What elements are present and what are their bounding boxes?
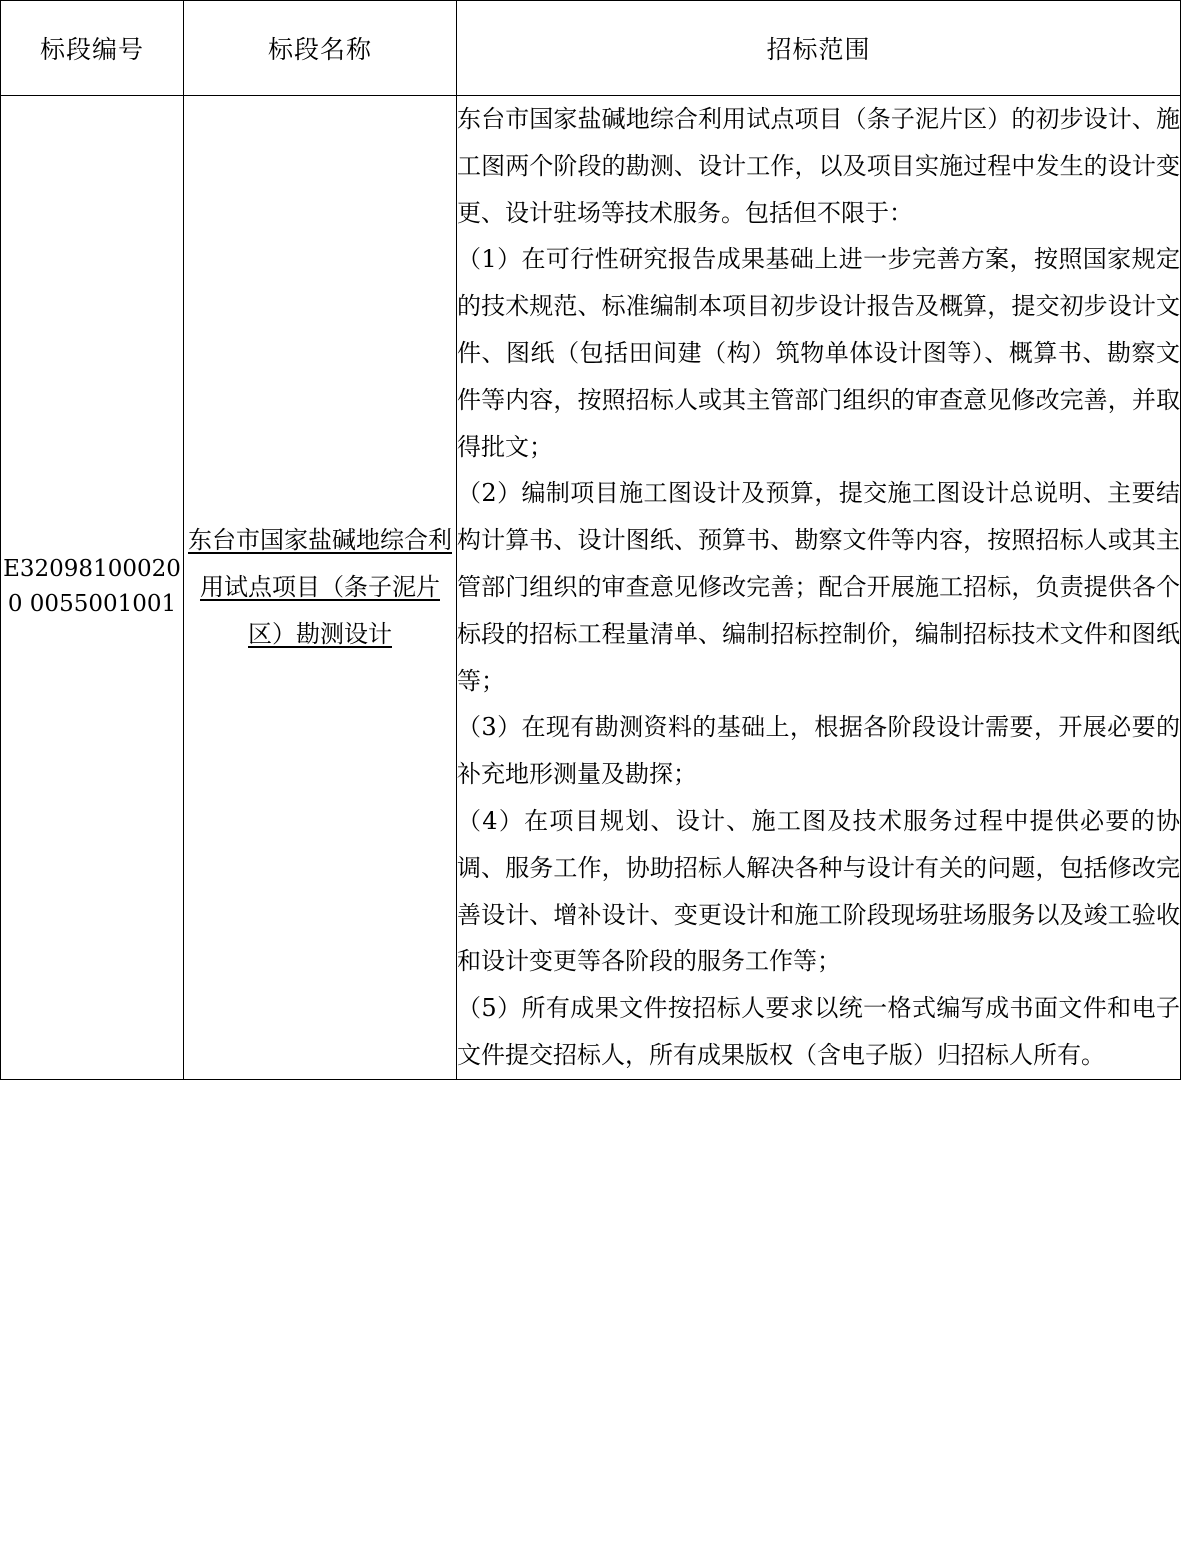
scope-paragraph-5: （4）在项目规划、设计、施工图及技术服务过程中提供必要的协调、服务工作，协助招标人解决各种与设计有关的问题，包括修改完善设计、增补设计、变更设计和施工阶段现场驻场服务以及竣工验收和设计变更等各阶段的服务工作等； — [457, 806, 1180, 976]
table-row — [1, 96, 1181, 1080]
cell-section-code: E320981000200 0055001001 — [1, 96, 184, 1080]
header-section-name: 标段名称 — [184, 1, 457, 96]
section-name-text: 东台市国家盐碱地综合利用试点项目（条子泥片区）勘测设计 — [188, 526, 452, 648]
scope-paragraph-2: （1）在可行性研究报告成果基础上进一步完善方案，按照国家规定的技术规范、标准编制本项目初步设计报告及概算，提交初步设计文件、图纸（包括田间建（构）筑物单体设计图等）、概算书、勘察文件等内容，按照招标人或其主管部门组织的审查意见修改完善，并取得批文； — [457, 245, 1180, 461]
scope-paragraph-1: 东台市国家盐碱地综合利用试点项目（条子泥片区）的初步设计、施工图两个阶段的勘测、设计工作，以及项目实施过程中发生的设计变更、设计驻场等技术服务。包括但不限于： — [457, 105, 1180, 227]
header-bid-scope: 招标范围 — [457, 1, 1181, 96]
header-section-code: 标段编号 — [1, 1, 184, 96]
scope-paragraph-6: （5）所有成果文件按招标人要求以统一格式编写成书面文件和电子文件提交招标人，所有成果版权（含电子版）归招标人所有。 — [457, 994, 1180, 1069]
cell-bid-scope — [457, 96, 1181, 1080]
table-header-row — [1, 1, 1181, 96]
scope-paragraph-3: （2）编制项目施工图设计及预算，提交施工图设计总说明、主要结构计算书、设计图纸、预算书、勘察文件等内容，按照招标人或其主管部门组织的审查意见修改完善；配合开展施工招标，负责提供各个标段的招标工程量清单、编制招标控制价，编制招标技术文件和图纸等； — [457, 479, 1180, 695]
scope-paragraph-4: （3）在现有勘测资料的基础上，根据各阶段设计需要，开展必要的补充地形测量及勘探； — [457, 713, 1180, 789]
cell-section-name — [184, 96, 457, 1080]
